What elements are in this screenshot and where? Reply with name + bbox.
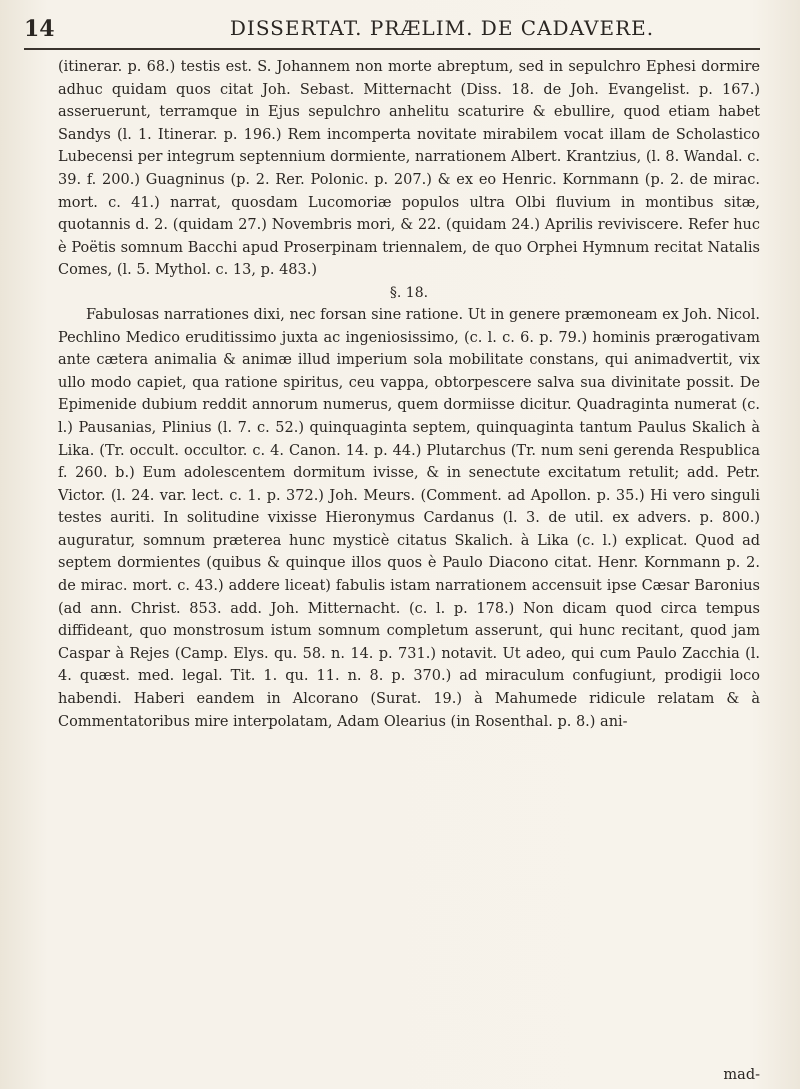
page-number: 14 xyxy=(24,16,55,42)
catchword: mad- xyxy=(723,1067,760,1083)
header-rule xyxy=(24,48,760,50)
section-mark: §. 18. xyxy=(389,284,429,301)
running-title: DISSERTAT. PRÆLIM. DE CADAVERE. xyxy=(229,16,655,40)
paragraph-2: Fabulosas narrationes dixi, nec forsan sine ratione. Ut in genere præmoneam ex Joh. Nicol. Pechlino Medico eruditissimo juxta ac ingeniosissimo, (c. l. c. 6. p. 79.) hominis prærogativam ante cætera animalia & animæ illud imperium sola mobilitate constans, qui animadvertit, vix ullo modo capiet, qua ratione spiritus, ceu vappa, obtorpescere salva sua divinitate possit. De Epimenide dubium reddit annorum numerus, quem dormiisse dicitur. Quadraginta numerat (c. l.) Pausanias, Plinius (l. 7. c. 52.) quinquaginta septem, quinquaginta tantum Paulus Skalich à Lika. (Tr. occult. occultor. c. 4. Canon. 14. p. 44.) Plutarchus (Tr. num seni gerenda Respublica f. 260. b.) Eum adolescentem dormitum ivisse, & in senectute excitatum retulit; add. Petr. Victor. (l. 24. var. lect. c. 1. p. 372.) Joh. Meurs. (Comment. ad Apollon. p. 35.) Hi vero singuli testes auriti. In solitudine vixisse Hieronymus Cardanus (l. 3. de util. ex advers. p. 800.) auguratur, somnum præterea hunc mysticè citatus Skalich. à Lika (c. l.) explicat. Quod ad septem dormientes (quibus & quinque illos quos è Paulo Diacono citat. Henr. Kornmann p. 2. de mirac. mort. c. 43.) addere liceat) fabulis istam narrationem accensuit ipse Cæsar Baronius (ad ann. Christ. 853. add. Joh. Mitternacht. (c. l. p. 178.) Non dicam quod circa tempus diffideant, quo monstrosum istum somnum completum asserunt, qui hunc recitant, quod jam Caspar à Rejes (Camp. Elys. qu. 58. n. 14. p. 731.) notavit. Ut adeo, qui cum Paulo Zacchia (l. 4. quæst. med. legal. Tit. 1. qu. 11. n. 8. p. 370.) ad miraculum confugiunt, prodigii loco habendi. Haberi eandem in Alcorano (Surat. 19.) à Mahumede ridicule relatam & à Commentatoribus mire interpolatam, Adam Olearius (in Rosenthal. p. 8.) ani- xyxy=(58,306,760,730)
paragraph-1: (itinerar. p. 68.) testis est. S. Johannem non morte abreptum, sed in sepulchro Ephesi dormire adhuc quidam quos citat Joh. Sebast. Mitternacht (Diss. 18. de Joh. Evangelist. p. 167.) asseruerunt, terramque in Ejus sepulchro anhelitu scaturire & ebullire, quod etiam habet Sandys (l. 1. Itinerar. p. 196.) Rem incomperta novitate mirabilem vocat illam de Scholastico Lubecensi per integrum septennium dormiente, narrationem Albert. Krantzius, (l. 8. Wandal. c. 39. f. 200.) Guagninus (p. 2. Rer. Polonic. p. 207.) & ex eo Henric. Kornmann (p. 2. de mirac. mort. c. 41.) narrat, quosdam Lucomoriæ populos ultra Olbi fluvium in montibus sitæ, quotannis d. 2. (quidam 27.) Novembris mori, & 22. (quidam 24.) Aprilis reviviscere. Refer huc è Poëtis somnum Bacchi apud Proserpinam triennalem, de quo Orphei Hymnum recitat Natalis Comes, (l. 5. Mythol. c. 13, p. 483.) xyxy=(58,59,760,279)
page-header xyxy=(24,6,760,52)
body-text xyxy=(58,56,760,1069)
